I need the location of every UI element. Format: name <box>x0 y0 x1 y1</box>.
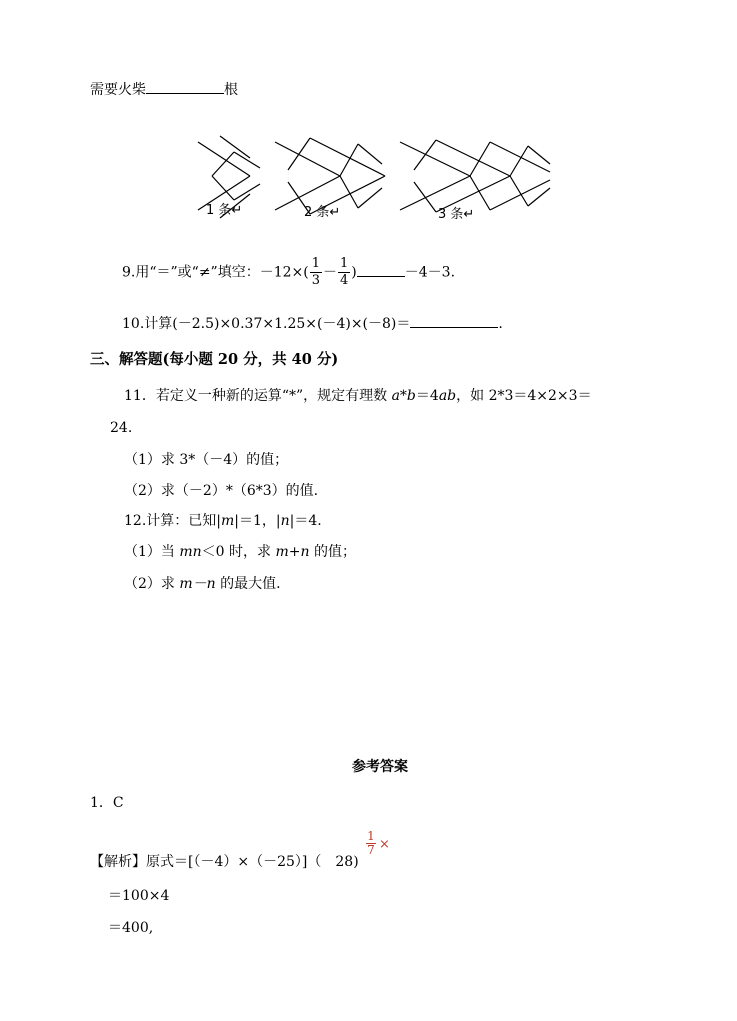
q8-line <box>90 78 238 100</box>
q12-sub1-b: ＜0 时，求 <box>201 544 276 560</box>
q9-text-b: －4－3. <box>404 264 456 281</box>
q9-line <box>122 256 455 289</box>
q9-answer-blank[interactable] <box>357 261 405 277</box>
q11-line2: 24. <box>110 420 133 436</box>
q12-line1 <box>124 511 322 531</box>
analysis-text-a: 【解析】原式＝[（－4）×（－25）]（ <box>90 854 322 870</box>
q9-frac-1 <box>310 256 322 289</box>
q12-text-a: 12.计算：已知| <box>124 513 221 529</box>
q9-frac1-den: 3 <box>311 273 321 288</box>
red-frac-den: 7 <box>367 843 375 857</box>
q12-text-c: |＝4. <box>289 513 322 529</box>
q12-sub2-mmn: m－n <box>179 576 216 592</box>
matchstick-figure <box>190 130 560 230</box>
q12-sub2-b: 的最大值. <box>215 576 281 592</box>
q12-sub2 <box>124 574 281 594</box>
q11-text-c: ，如 2*3＝4×2×3＝ <box>456 388 592 404</box>
analysis-text-b: 28) <box>335 854 359 870</box>
figure-caption-3: 3 条↵ <box>438 207 475 222</box>
q11-italic-ab2: ab <box>438 388 457 404</box>
q10-answer-blank[interactable] <box>410 312 498 328</box>
q9-frac-2 <box>338 256 350 289</box>
red-frac-num: 1 <box>367 829 375 843</box>
analysis-step1: ＝100×4 <box>108 888 170 904</box>
q8-suffix: 根 <box>224 82 238 98</box>
answer-1: 1．C <box>90 795 124 811</box>
section3-title: 三、解答题(每小题 20 分，共 40 分) <box>90 351 339 368</box>
analysis-step2: ＝400, <box>108 920 154 936</box>
q11-text-b: ＝4 <box>415 388 439 404</box>
q9-close: ) <box>351 264 357 281</box>
q12-sub1 <box>124 542 356 562</box>
q11-sub1: （1）求 3*（－4）的值； <box>124 452 289 468</box>
q10-line <box>122 312 503 334</box>
red-times: × <box>379 837 390 852</box>
q12-sub1-c: 的值； <box>309 544 356 560</box>
q9-frac1-num: 1 <box>311 256 321 271</box>
q12-sub1-mn: mn <box>179 544 202 560</box>
answers-title: 参考答案 <box>352 759 408 775</box>
q10-text: 10.计算(－2.5)×0.37×1.25×(－4)×(－8)＝ <box>122 316 411 332</box>
q10-end: . <box>498 316 503 332</box>
q9-text-a: 9.用“＝”或“≠”填空：－12×( <box>122 264 309 281</box>
figure-caption-2: 2 条↵ <box>304 205 341 220</box>
q11-italic-ab: a*b <box>391 388 416 404</box>
red-fraction <box>366 830 376 857</box>
figure-caption-1: 1 条↵ <box>206 203 243 218</box>
q11-text-a: 11．若定义一种新的运算“*”，规定有理数 <box>124 388 392 404</box>
q12-text-b: |＝1，| <box>234 513 281 529</box>
q11-line1 <box>124 386 592 406</box>
q9-frac2-num: 1 <box>340 256 349 271</box>
q11-sub2: （2）求（－2）*（6*3）的值. <box>124 483 319 499</box>
analysis-line <box>90 852 359 872</box>
q12-m: m <box>220 513 235 529</box>
q9-minus: － <box>323 264 338 281</box>
q8-prefix: 需要火柴 <box>90 82 146 98</box>
q12-sub1-a: （1）当 <box>124 544 180 560</box>
q12-sub1-mpn: m+n <box>275 544 310 560</box>
q8-answer-blank[interactable] <box>146 78 224 94</box>
q12-sub2-a: （2）求 <box>124 576 180 592</box>
figure-1-strokes <box>198 136 550 218</box>
q12-n: n <box>280 513 290 529</box>
q9-frac2-den: 4 <box>340 273 349 288</box>
